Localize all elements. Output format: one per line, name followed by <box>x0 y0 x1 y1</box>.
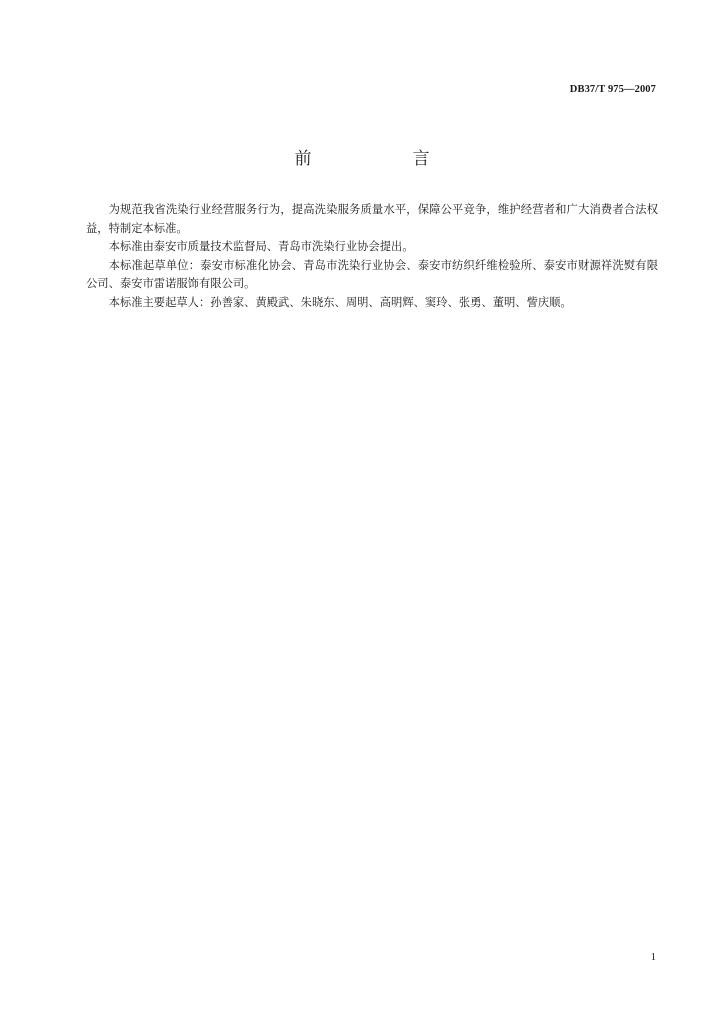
paragraph-drafters: 本标准主要起草人：孙善家、黄殿武、朱晓东、周明、高明辉、窦玲、张勇、董明、訾庆顺。 <box>108 295 572 309</box>
paragraph-purpose: 为规范我省洗染行业经营服务行为，提高洗染服务质量水平，保障公平竞争，维护经营者和广大消费者合法权益，特制定本标准。 <box>86 203 658 235</box>
paragraph-proposer: 本标准由泰安市质量技术监督局、青岛市洗染行业协会提出。 <box>108 240 414 253</box>
document-code: DB37/T 975—2007 <box>569 84 656 95</box>
foreword-body <box>86 201 658 312</box>
page-title: 前 言 <box>294 149 472 169</box>
page-number: 1 <box>650 952 656 963</box>
paragraph-drafting-units: 本标准起草单位：泰安市标准化协会、青岛市洗染行业协会、泰安市纺织纤维检验所、泰安市财源祥洗熨有限公司、泰安市雷诺服饰有限公司。 <box>86 258 658 290</box>
